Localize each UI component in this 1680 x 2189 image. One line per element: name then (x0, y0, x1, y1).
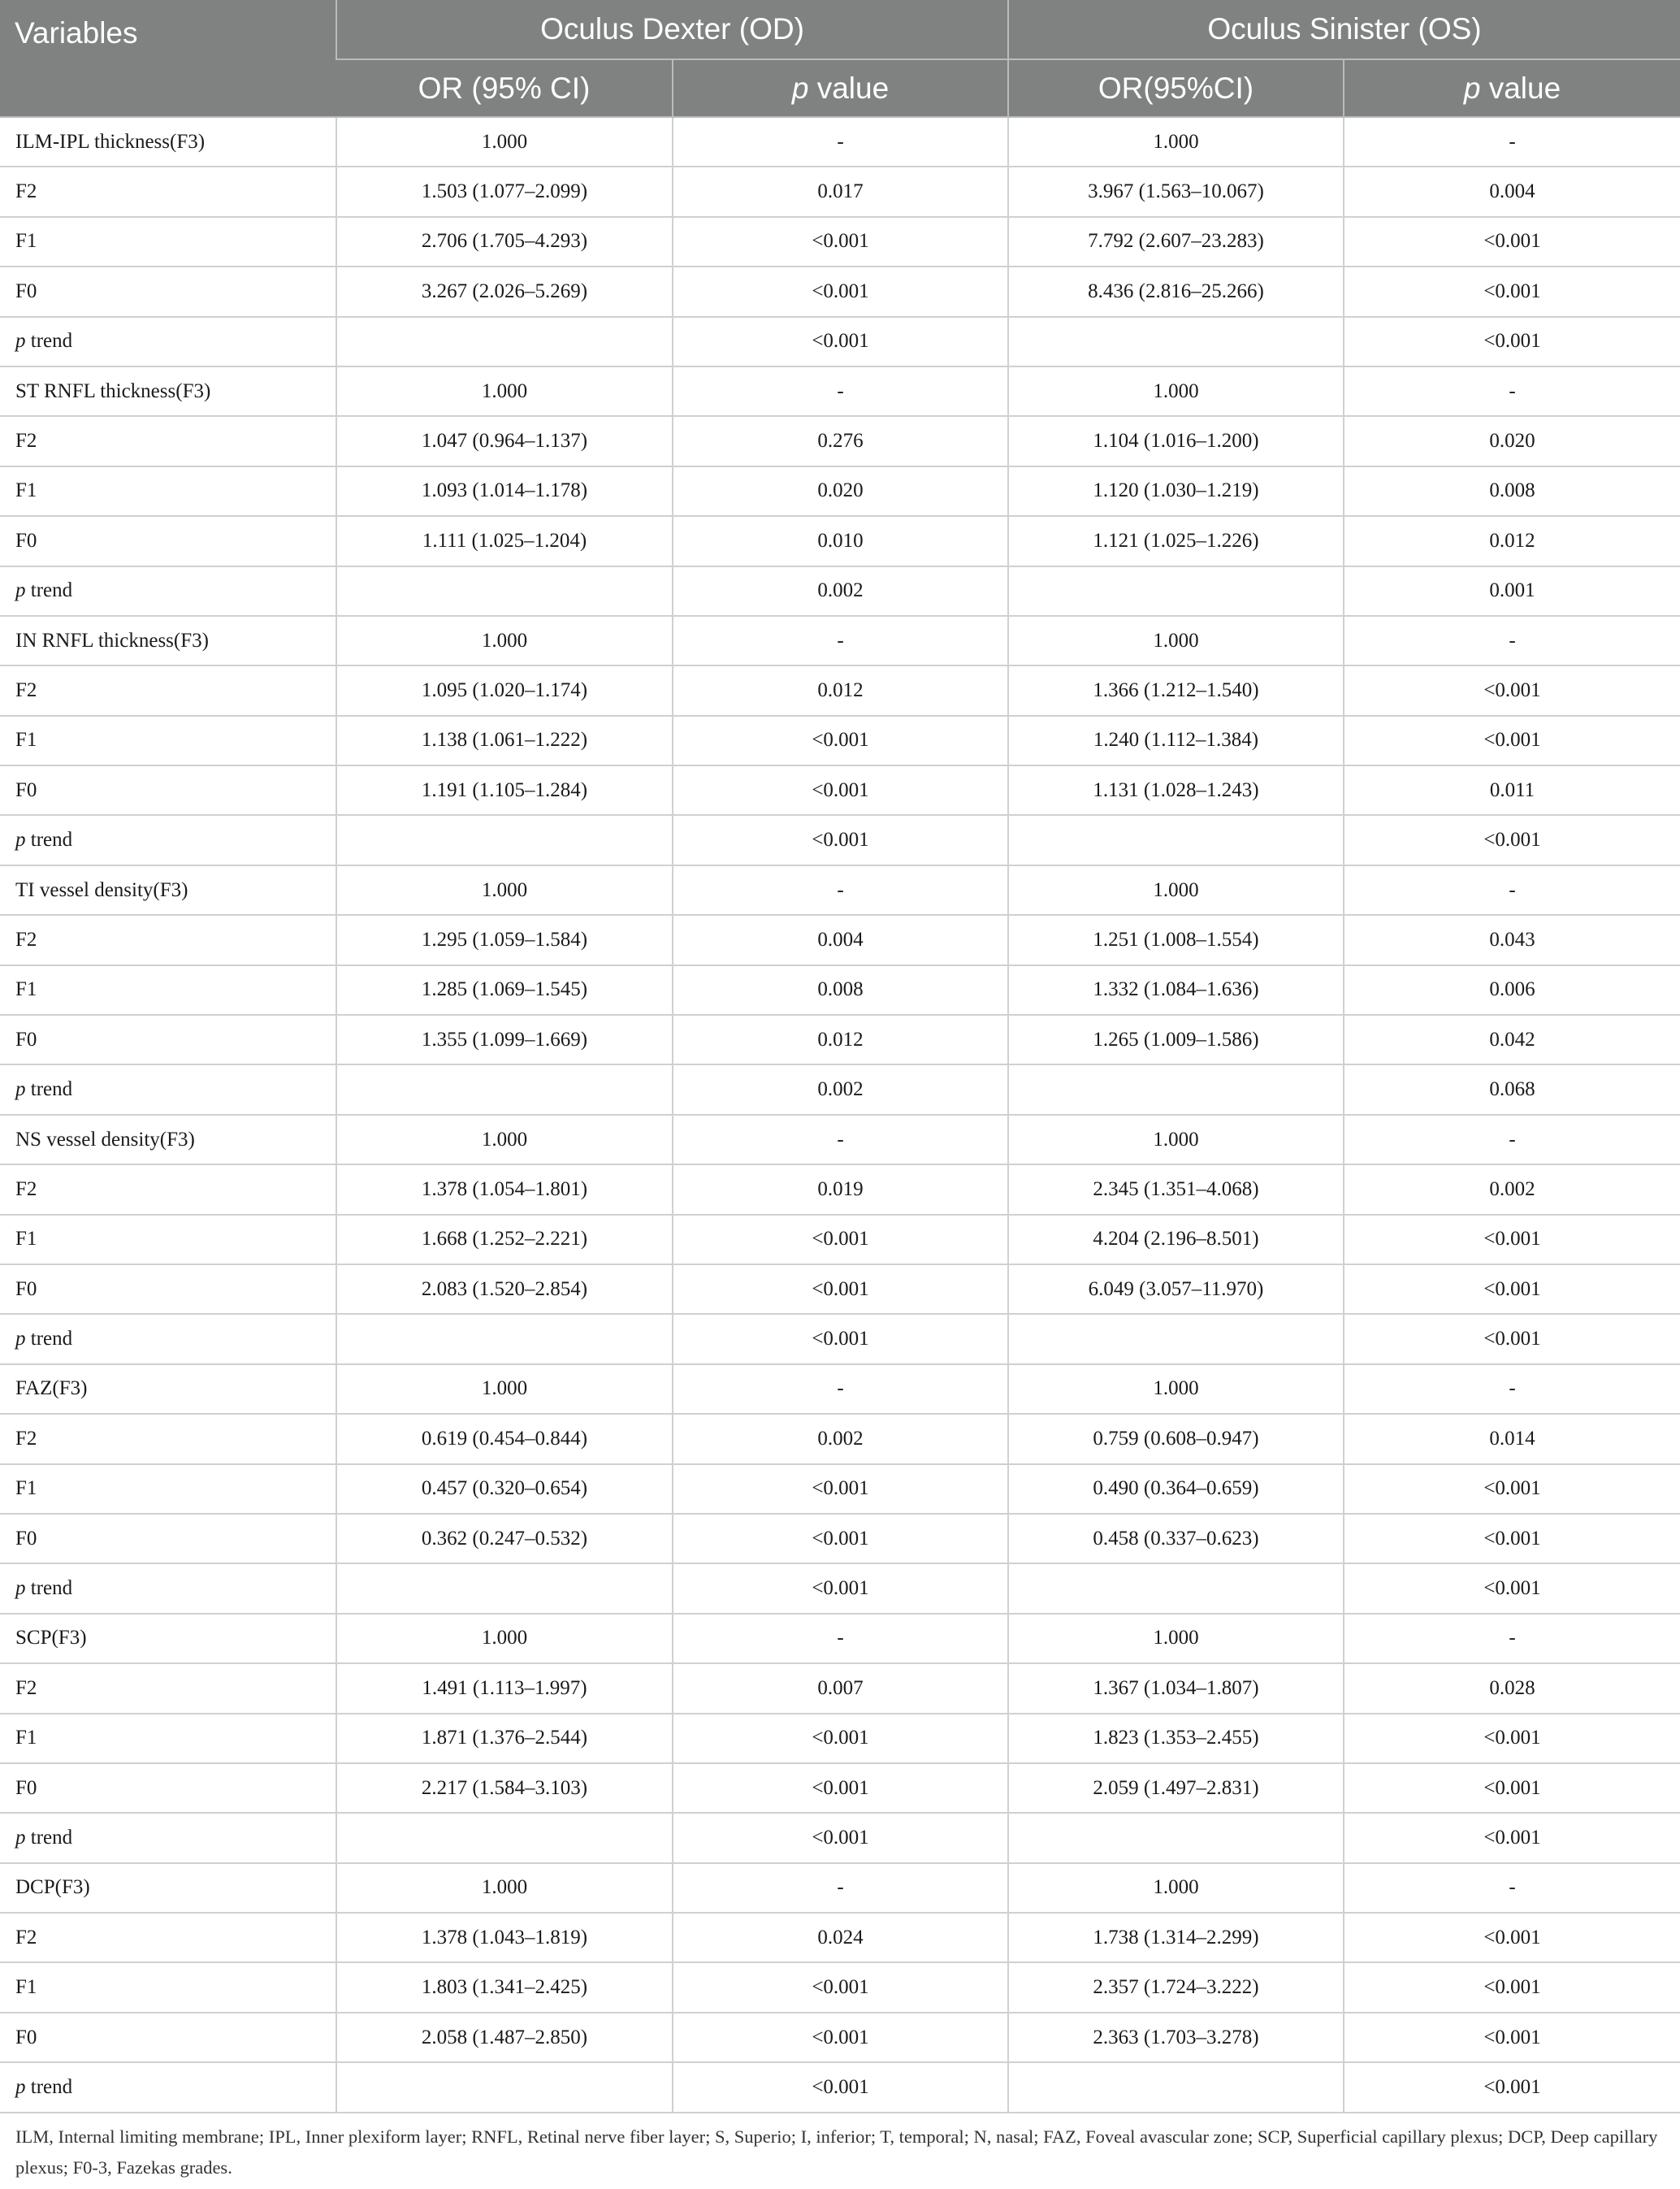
od-or-cell: 1.000 (336, 366, 673, 416)
os-p-cell: <0.001 (1344, 1763, 1680, 1813)
row-label: F0 (0, 765, 336, 815)
od-or-cell: 0.619 (0.454–0.844) (336, 1414, 673, 1463)
os-or-cell: 1.367 (1.034–1.807) (1008, 1663, 1344, 1713)
os-p-cell: - (1344, 616, 1680, 665)
od-or-cell: 1.355 (1.099–1.669) (336, 1015, 673, 1064)
os-or-cell (1008, 815, 1344, 865)
table-row (0, 1015, 1680, 1064)
od-p-cell: - (673, 865, 1008, 915)
os-p-cell: 0.008 (1344, 466, 1680, 516)
od-p-cell: 0.004 (673, 915, 1008, 964)
os-p-cell: 0.004 (1344, 167, 1680, 216)
os-p-cell: - (1344, 1115, 1680, 1164)
row-label-italic: p (15, 829, 26, 852)
table-row (0, 516, 1680, 566)
od-p-cell: 0.019 (673, 1164, 1008, 1214)
table-row (0, 1164, 1680, 1214)
od-or-cell: 1.503 (1.077–2.099) (336, 167, 673, 216)
od-or-cell: 0.362 (0.247–0.532) (336, 1514, 673, 1563)
os-p-cell: 0.043 (1344, 915, 1680, 964)
row-label-text: trend (25, 1577, 73, 1600)
row-label (0, 1813, 336, 1862)
od-or-cell: 1.285 (1.069–1.545) (336, 965, 673, 1015)
table-row (0, 117, 1680, 167)
row-label: F2 (0, 1164, 336, 1214)
od-or-cell (336, 1813, 673, 1862)
table-row (0, 466, 1680, 516)
os-p-header (1344, 59, 1680, 117)
os-or-cell: 4.204 (2.196–8.501) (1008, 1215, 1344, 1264)
row-label-text: trend (25, 2075, 73, 2098)
os-or-cell: 0.458 (0.337–0.623) (1008, 1514, 1344, 1563)
od-or-cell: 2.083 (1.520–2.854) (336, 1264, 673, 1314)
od-p-cell: <0.001 (673, 1714, 1008, 1763)
os-or-cell: 1.366 (1.212–1.540) (1008, 665, 1344, 715)
row-label-text: trend (25, 1078, 73, 1101)
os-or-cell: 1.823 (1.353–2.455) (1008, 1714, 1344, 1763)
od-or-cell: 1.803 (1.341–2.425) (336, 1962, 673, 2012)
os-p-cell: - (1344, 366, 1680, 416)
os-or-header: OR(95%CI) (1008, 59, 1344, 117)
table-row (0, 965, 1680, 1015)
row-label: F0 (0, 1763, 336, 1813)
od-p-cell: 0.017 (673, 167, 1008, 216)
row-label-text: trend (25, 829, 73, 852)
row-label: F1 (0, 965, 336, 1015)
row-label-text: trend (25, 579, 73, 602)
od-p-cell: <0.001 (673, 1464, 1008, 1514)
row-label: F2 (0, 167, 336, 216)
os-or-cell: 1.000 (1008, 1614, 1344, 1663)
os-p-cell: <0.001 (1344, 1464, 1680, 1514)
os-p-cell: 0.028 (1344, 1663, 1680, 1713)
os-p-cell: <0.001 (1344, 1264, 1680, 1314)
od-or-cell: 1.378 (1.054–1.801) (336, 1164, 673, 1214)
od-p-cell: - (673, 366, 1008, 416)
od-or-cell: 3.267 (2.026–5.269) (336, 267, 673, 316)
od-or-cell (336, 815, 673, 865)
table-row (0, 566, 1680, 616)
table-row (0, 1314, 1680, 1363)
table-row (0, 267, 1680, 316)
od-p-cell: 0.276 (673, 416, 1008, 466)
os-p-cell: <0.001 (1344, 1314, 1680, 1363)
od-p-cell: <0.001 (673, 217, 1008, 267)
os-p-cell: 0.012 (1344, 516, 1680, 566)
od-or-cell: 1.111 (1.025–1.204) (336, 516, 673, 566)
table-row (0, 1614, 1680, 1663)
os-or-cell: 1.000 (1008, 117, 1344, 167)
od-p-cell: - (673, 1115, 1008, 1164)
od-p-cell: 0.008 (673, 965, 1008, 1015)
table-row (0, 1663, 1680, 1713)
od-p-cell: <0.001 (673, 1563, 1008, 1613)
table-row (0, 815, 1680, 865)
row-label: F2 (0, 665, 336, 715)
table-row (0, 317, 1680, 366)
row-label: ST RNFL thickness(F3) (0, 366, 336, 416)
row-label (0, 566, 336, 616)
os-or-cell (1008, 566, 1344, 616)
os-or-cell: 1.265 (1.009–1.586) (1008, 1015, 1344, 1064)
od-p-cell: 0.002 (673, 566, 1008, 616)
os-or-cell: 2.363 (1.703–3.278) (1008, 2013, 1344, 2062)
row-label: F0 (0, 267, 336, 316)
od-or-cell: 1.138 (1.061–1.222) (336, 716, 673, 765)
os-p-cell: <0.001 (1344, 1714, 1680, 1763)
row-label (0, 1064, 336, 1114)
row-label: F0 (0, 1015, 336, 1064)
os-p-cell: <0.001 (1344, 815, 1680, 865)
od-p-cell: - (673, 1863, 1008, 1913)
table-row (0, 1264, 1680, 1314)
os-or-cell: 7.792 (2.607–23.283) (1008, 217, 1344, 267)
od-p-cell: 0.002 (673, 1414, 1008, 1463)
table-row (0, 1913, 1680, 1962)
os-p-cell: 0.006 (1344, 965, 1680, 1015)
od-or-cell: 1.871 (1.376–2.544) (336, 1714, 673, 1763)
row-label: F1 (0, 1215, 336, 1264)
od-p-cell: - (673, 1614, 1008, 1663)
row-label: F1 (0, 1714, 336, 1763)
os-p-cell: - (1344, 1364, 1680, 1414)
od-p-cell: <0.001 (673, 1763, 1008, 1813)
od-p-cell: <0.001 (673, 1215, 1008, 1264)
os-or-cell: 1.000 (1008, 1863, 1344, 1913)
table-row (0, 2013, 1680, 2062)
os-or-cell: 1.000 (1008, 616, 1344, 665)
row-label-text: trend (25, 330, 73, 353)
row-label: DCP(F3) (0, 1863, 336, 1913)
os-p-cell: 0.068 (1344, 1064, 1680, 1114)
od-p-rest: value (808, 71, 890, 105)
od-p-cell: - (673, 117, 1008, 167)
row-label (0, 317, 336, 366)
od-or-cell: 1.095 (1.020–1.174) (336, 665, 673, 715)
od-p-cell: 0.012 (673, 665, 1008, 715)
row-label: SCP(F3) (0, 1614, 336, 1663)
row-label: ILM-IPL thickness(F3) (0, 117, 336, 167)
os-p-cell: <0.001 (1344, 2013, 1680, 2062)
os-or-cell (1008, 1314, 1344, 1363)
os-or-cell: 8.436 (2.816–25.266) (1008, 267, 1344, 316)
os-p-cell: 0.011 (1344, 765, 1680, 815)
od-p-cell: <0.001 (673, 2062, 1008, 2112)
od-or-cell: 2.058 (1.487–2.850) (336, 2013, 673, 2062)
od-or-cell (336, 566, 673, 616)
os-or-cell: 0.759 (0.608–0.947) (1008, 1414, 1344, 1463)
os-p-cell: <0.001 (1344, 1813, 1680, 1862)
od-p-italic: p (791, 71, 809, 105)
od-p-cell: 0.007 (673, 1663, 1008, 1713)
od-or-cell: 1.295 (1.059–1.584) (336, 915, 673, 964)
os-p-cell: - (1344, 117, 1680, 167)
od-or-cell: 1.000 (336, 1614, 673, 1663)
os-or-cell (1008, 2062, 1344, 2112)
os-p-cell: <0.001 (1344, 1563, 1680, 1613)
od-p-cell: <0.001 (673, 317, 1008, 366)
table-row (0, 1763, 1680, 1813)
table-row (0, 416, 1680, 466)
row-label-italic: p (15, 1826, 26, 1849)
row-label: F2 (0, 1663, 336, 1713)
table-row (0, 1714, 1680, 1763)
od-or-cell (336, 2062, 673, 2112)
os-p-cell: <0.001 (1344, 267, 1680, 316)
table-row (0, 915, 1680, 964)
od-p-cell: 0.012 (673, 1015, 1008, 1064)
table-row (0, 1514, 1680, 1563)
od-group-header: Oculus Dexter (OD) (336, 0, 1008, 59)
od-p-cell: <0.001 (673, 1962, 1008, 2012)
table-row (0, 1064, 1680, 1114)
os-p-cell: <0.001 (1344, 1514, 1680, 1563)
row-label: F2 (0, 416, 336, 466)
os-p-cell: <0.001 (1344, 716, 1680, 765)
row-label (0, 2062, 336, 2112)
os-p-cell: <0.001 (1344, 1962, 1680, 2012)
row-label-italic: p (15, 1078, 26, 1101)
table-row (0, 716, 1680, 765)
row-label: FAZ(F3) (0, 1364, 336, 1414)
table-row (0, 1115, 1680, 1164)
os-p-cell: <0.001 (1344, 1913, 1680, 1962)
os-or-cell: 1.120 (1.030–1.219) (1008, 466, 1344, 516)
od-or-cell: 1.093 (1.014–1.178) (336, 466, 673, 516)
os-or-cell: 1.000 (1008, 1115, 1344, 1164)
od-p-cell: <0.001 (673, 1314, 1008, 1363)
os-or-cell (1008, 1064, 1344, 1114)
row-label: F1 (0, 217, 336, 267)
row-label: F2 (0, 915, 336, 964)
os-p-cell: 0.042 (1344, 1015, 1680, 1064)
row-label-text: trend (25, 1328, 73, 1350)
os-p-cell: <0.001 (1344, 217, 1680, 267)
table-row (0, 1464, 1680, 1514)
od-p-header (673, 59, 1008, 117)
row-label: NS vessel density(F3) (0, 1115, 336, 1164)
row-label: F1 (0, 466, 336, 516)
row-label: F0 (0, 2013, 336, 2062)
os-p-rest: value (1480, 71, 1561, 105)
od-or-cell: 2.217 (1.584–3.103) (336, 1763, 673, 1813)
row-label: F0 (0, 1264, 336, 1314)
os-p-cell: 0.002 (1344, 1164, 1680, 1214)
os-or-cell: 1.000 (1008, 865, 1344, 915)
od-p-cell: <0.001 (673, 1264, 1008, 1314)
od-or-cell: 1.000 (336, 865, 673, 915)
table-row (0, 1215, 1680, 1264)
os-or-cell: 1.738 (1.314–2.299) (1008, 1913, 1344, 1962)
od-p-cell: - (673, 1364, 1008, 1414)
od-or-cell: 1.000 (336, 616, 673, 665)
od-p-cell: <0.001 (673, 1514, 1008, 1563)
table-row (0, 1563, 1680, 1613)
table-body (0, 117, 1680, 2113)
table-row (0, 2062, 1680, 2112)
row-label (0, 815, 336, 865)
od-or-cell: 1.491 (1.113–1.997) (336, 1663, 673, 1713)
row-label (0, 1314, 336, 1363)
od-p-cell: <0.001 (673, 815, 1008, 865)
table-row (0, 616, 1680, 665)
od-or-cell (336, 317, 673, 366)
table-row (0, 1863, 1680, 1913)
table-row (0, 765, 1680, 815)
table-row (0, 167, 1680, 216)
os-or-cell: 1.121 (1.025–1.226) (1008, 516, 1344, 566)
os-p-cell: 0.014 (1344, 1414, 1680, 1463)
os-p-italic: p (1463, 71, 1481, 105)
od-p-cell: <0.001 (673, 1813, 1008, 1862)
od-p-cell: <0.001 (673, 716, 1008, 765)
od-or-cell: 0.457 (0.320–0.654) (336, 1464, 673, 1514)
os-p-cell: 0.001 (1344, 566, 1680, 616)
row-label: F2 (0, 1913, 336, 1962)
os-or-cell: 3.967 (1.563–10.067) (1008, 167, 1344, 216)
row-label-italic: p (15, 1328, 26, 1350)
od-p-cell: <0.001 (673, 2013, 1008, 2062)
od-or-cell: 1.668 (1.252–2.221) (336, 1215, 673, 1264)
row-label: F1 (0, 716, 336, 765)
table-row (0, 217, 1680, 267)
od-or-cell (336, 1563, 673, 1613)
row-label: TI vessel density(F3) (0, 865, 336, 915)
row-label-italic: p (15, 2075, 26, 2098)
row-label: F1 (0, 1464, 336, 1514)
os-or-cell (1008, 1563, 1344, 1613)
os-or-cell: 2.345 (1.351–4.068) (1008, 1164, 1344, 1214)
od-or-cell: 1.000 (336, 1115, 673, 1164)
od-p-cell: - (673, 616, 1008, 665)
os-or-cell: 1.131 (1.028–1.243) (1008, 765, 1344, 815)
od-p-cell: 0.002 (673, 1064, 1008, 1114)
os-or-cell: 1.000 (1008, 1364, 1344, 1414)
os-or-cell (1008, 1813, 1344, 1862)
row-label-italic: p (15, 579, 26, 602)
os-p-cell: <0.001 (1344, 317, 1680, 366)
os-or-cell: 6.049 (3.057–11.970) (1008, 1264, 1344, 1314)
os-p-cell: - (1344, 1614, 1680, 1663)
table-row (0, 1364, 1680, 1414)
od-or-header: OR (95% CI) (336, 59, 673, 117)
od-or-cell: 1.378 (1.043–1.819) (336, 1913, 673, 1962)
row-label-italic: p (15, 330, 26, 353)
os-p-cell: - (1344, 865, 1680, 915)
od-p-cell: <0.001 (673, 267, 1008, 316)
od-p-cell: <0.001 (673, 765, 1008, 815)
table-row (0, 1414, 1680, 1463)
os-or-cell (1008, 317, 1344, 366)
od-p-cell: 0.024 (673, 1913, 1008, 1962)
table-footnote: ILM, Internal limiting membrane; IPL, Inner plexiform layer; RNFL, Retinal nerve fiber layer; S, Superio; I, inferior; T, temporal; N, nasal; FAZ, Foveal avascular zone; SCP, Superficial capillary plexus; DCP, Deep capillary plexus; F0-3, Fazekas grades. (15, 2126, 1658, 2178)
od-or-cell: 1.191 (1.105–1.284) (336, 765, 673, 815)
od-or-cell (336, 1314, 673, 1363)
row-label: F1 (0, 1962, 336, 2012)
row-label (0, 1563, 336, 1613)
od-or-cell: 1.000 (336, 117, 673, 167)
row-label-italic: p (15, 1577, 26, 1600)
row-label: F2 (0, 1414, 336, 1463)
table-row (0, 1962, 1680, 2012)
os-or-cell: 1.332 (1.084–1.636) (1008, 965, 1344, 1015)
table-row (0, 1813, 1680, 1862)
od-or-cell: 1.000 (336, 1863, 673, 1913)
table-header (0, 0, 1680, 117)
os-or-cell: 2.059 (1.497–2.831) (1008, 1763, 1344, 1813)
table-row (0, 665, 1680, 715)
os-or-cell: 1.000 (1008, 366, 1344, 416)
row-label-text: trend (25, 1826, 73, 1849)
os-or-cell: 1.104 (1.016–1.200) (1008, 416, 1344, 466)
row-label: F0 (0, 516, 336, 566)
os-p-cell: <0.001 (1344, 1215, 1680, 1264)
os-group-header: Oculus Sinister (OS) (1008, 0, 1680, 59)
od-or-cell (336, 1064, 673, 1114)
os-or-cell: 1.251 (1.008–1.554) (1008, 915, 1344, 964)
row-label: IN RNFL thickness(F3) (0, 616, 336, 665)
os-p-cell: 0.020 (1344, 416, 1680, 466)
os-p-cell: <0.001 (1344, 665, 1680, 715)
od-p-cell: 0.010 (673, 516, 1008, 566)
os-p-cell: - (1344, 1863, 1680, 1913)
os-or-cell: 0.490 (0.364–0.659) (1008, 1464, 1344, 1514)
os-p-cell: <0.001 (1344, 2062, 1680, 2112)
variables-header: Variables (0, 0, 336, 117)
table-row (0, 366, 1680, 416)
table-row (0, 865, 1680, 915)
os-or-cell: 2.357 (1.724–3.222) (1008, 1962, 1344, 2012)
od-or-cell: 1.000 (336, 1364, 673, 1414)
od-p-cell: 0.020 (673, 466, 1008, 516)
os-or-cell: 1.240 (1.112–1.384) (1008, 716, 1344, 765)
row-label: F0 (0, 1514, 336, 1563)
od-or-cell: 2.706 (1.705–4.293) (336, 217, 673, 267)
od-or-cell: 1.047 (0.964–1.137) (336, 416, 673, 466)
